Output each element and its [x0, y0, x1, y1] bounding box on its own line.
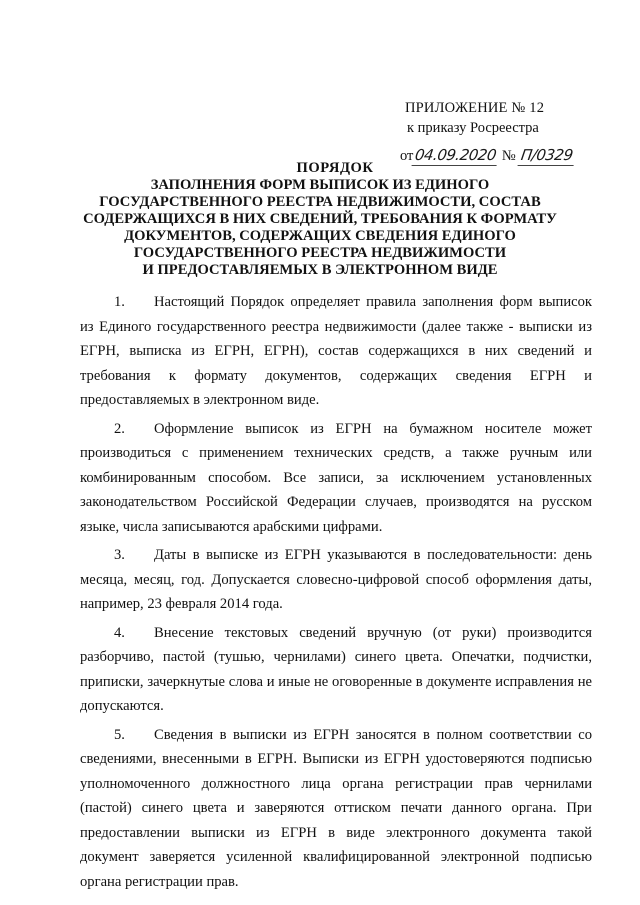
appendix-header — [405, 98, 544, 138]
appendix-title: ПРИЛОЖЕНИЕ № 12 — [405, 100, 545, 116]
title-line: СОДЕРЖАЩИХСЯ В НИХ СВЕДЕНИЙ, ТРЕБОВАНИЯ К ФОРМАТУ — [83, 211, 557, 227]
paragraph-number: 1. — [114, 294, 125, 310]
paragraph-1 — [80, 290, 592, 413]
title-heading: ПОРЯДОК — [296, 160, 374, 176]
order-date-handwritten: 04.09.2020 — [412, 145, 500, 166]
paragraph-number: 4. — [114, 624, 125, 641]
paragraph-text: Оформление выписок из ЕГРН на бумажном носителе может производиться с применением технических средств, а также ручным или комбинированным способом. Все записи, за исключением установленных законодательством Российской Федерации случаев, производятся на русском языке, числа записываются арабскими цифрами. — [80, 420, 592, 535]
paragraph-number: 5. — [114, 726, 125, 743]
title-line: И ПРЕДОСТАВЛЯЕМЫХ В ЭЛЕКТРОННОМ ВИДЕ — [142, 262, 498, 278]
order-number-handwritten: П/0329 — [518, 145, 576, 166]
title-line: ГОСУДАРСТВЕННОГО РЕЕСТРА НЕДВИЖИМОСТИ, СОСТАВ — [99, 194, 541, 210]
title-line: ГОСУДАРСТВЕННОГО РЕЕСТРА НЕДВИЖИМОСТИ — [133, 245, 507, 261]
paragraph-number: 2. — [114, 420, 125, 437]
paragraph-text: Даты в выписке из ЕГРН указываются в последовательности: день месяца, месяц, год. Допускается словесно-цифровой способ оформления даты, например, 23 февраля 2014 года. — [80, 547, 592, 612]
title-line: ДОКУМЕНТОВ, СОДЕРЖАЩИХ СВЕДЕНИЯ ЕДИНОГО — [124, 228, 516, 244]
paragraph-4 — [80, 621, 592, 719]
paragraph-text: Настоящий Порядок определяет правила заполнения форм выписок из Единого государственного реестра недвижимости (далее также - выписки из ЕГРН, выписка из ЕГРН, ЕГРН), состав содержащихся в них сведений и требования к формату документов, содержащих сведения ЕГРН и предоставляемых в электронном виде. — [80, 294, 592, 408]
order-number-label: № — [501, 148, 516, 164]
paragraph-number: 3. — [114, 547, 125, 563]
paragraph-text: Внесение текстовых сведений вручную (от руки) производится разборчиво, пастой (тушью, чернилами) синего цвета. Опечатки, подчистки, приписки, зачеркнутые слова и иные не оговоренные в документе исправления не допускаются. — [80, 624, 592, 714]
document-title — [60, 160, 580, 279]
appendix-subtitle: к приказу Росреестра — [407, 120, 539, 136]
title-line: ЗАПОЛНЕНИЯ ФОРМ ВЫПИСОК ИЗ ЕДИНОГО — [150, 177, 490, 193]
paragraph-2 — [80, 417, 592, 540]
paragraph-text: Сведения в выписки из ЕГРН заносятся в полном соответствии со сведениями, внесенными в ЕГРН. Выписки из ЕГРН удостоверяются подписью уполномоченного должностного лица органа регистрации прав чернилами (пастой) синего цвета и заверяются оттиском печати данного органа. При предоставлении выписки из ЕГРН в виде электронного документа такой документ заверяется усиленной квалифицированной электронной подписью органа регистрации прав. — [80, 726, 592, 890]
document-body — [80, 290, 592, 898]
paragraph-3 — [80, 543, 592, 617]
paragraph-5 — [80, 723, 592, 895]
order-date-prefix: от — [400, 148, 414, 164]
